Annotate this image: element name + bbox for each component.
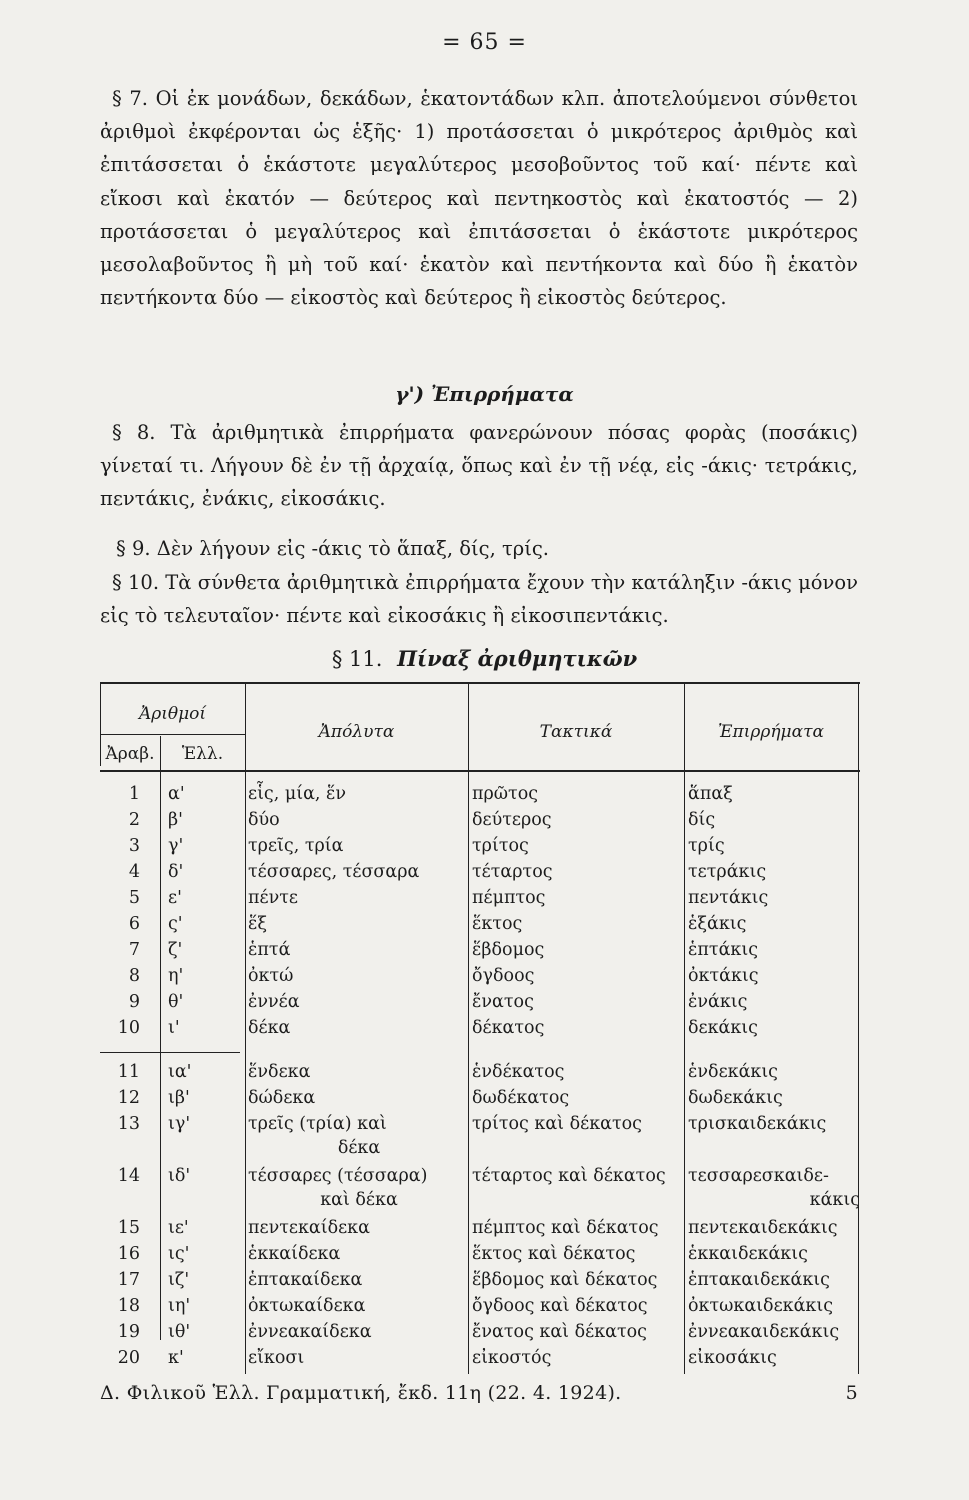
cell-taktika: ἕβδομος [472, 940, 545, 960]
cell-taktika: πέμπτος [472, 888, 546, 908]
cell-taktika: πέμπτος καὶ δέκατος [472, 1218, 659, 1238]
table-title [0, 646, 969, 671]
cell-taktika: τρίτος καὶ δέκατος [472, 1114, 642, 1134]
cell-apolyta: ἐννέα [248, 992, 300, 1012]
header-bottom-rule [100, 770, 860, 772]
cell-epirrimata: ὀκτάκις [688, 966, 759, 986]
cell-greek-numeral: ιε' [168, 1218, 189, 1238]
table-right-rule [858, 684, 859, 1374]
cell-arabic: 7 [128, 940, 140, 960]
cell-arabic: 19 [117, 1322, 140, 1342]
group-divider-rule [100, 1052, 240, 1053]
cell-greek-numeral: η' [168, 966, 184, 986]
cell-greek-numeral: ιζ' [168, 1270, 190, 1290]
cell-apolyta-continued: δέκα [337, 1138, 381, 1158]
cell-apolyta: δύο [248, 810, 280, 830]
paragraph-7: § 7. Οἱ ἐκ μονάδων, δεκάδων, ἑκατοντάδων κλπ. ἀποτελούμενοι σύνθετοι ἀριθμοὶ ἐκφέρονται ὡς ἑξῆς· 1) προτάσσεται ὁ μικρότερος ἀριθμὸς καὶ ἐπιτάσσεται ὁ ἑκάστοτε μεγαλύτερος μεσοβοῦντος τοῦ καί· πέντε καὶ εἴκοσι καὶ ἑκατόν — δεύτερος καὶ πεντηκοστὸς καὶ ἑκατοστός — 2) προτάσσεται ὁ μεγαλύτερος καὶ ἐπιτάσσεται ὁ ἑκάστοτε μικρότερος μεσολαβοῦντος ἢ μὴ τοῦ καί· ἑκατὸν καὶ πεντήκοντα καὶ δύο ἢ ἑκατὸν πεντήκοντα δύο — εἰκοστὸς καὶ δεύτερος ἢ εἰκοστὸς δεύτερος. [100, 87, 858, 310]
cell-greek-numeral: γ' [168, 836, 184, 856]
table-title-text: Πίναξ ἀριθμητικῶν [397, 646, 638, 671]
table-top-rule [100, 682, 860, 684]
col-divider-greek [245, 684, 246, 1374]
cell-epirrimata: ἑπτάκις [688, 940, 758, 960]
cell-greek-numeral: α' [168, 784, 185, 804]
cell-apolyta: τέσσαρες (τέσσαρα) [248, 1166, 428, 1186]
cell-greek-numeral: ις' [168, 1244, 190, 1264]
cell-apolyta: ἐννεακαίδεκα [248, 1322, 372, 1342]
cell-epirrimata: δίς [688, 810, 716, 830]
cell-apolyta: δώδεκα [248, 1088, 316, 1108]
cell-arabic: 8 [128, 966, 140, 986]
numbers-subheader-rule [100, 734, 245, 735]
cell-epirrimata: τετράκις [688, 862, 767, 882]
cell-taktika: εἰκοστός [472, 1348, 552, 1368]
col-divider-arab [160, 736, 161, 1340]
cell-epirrimata: ἑνδεκάκις [688, 1062, 778, 1082]
paragraph-9: § 9. Δὲν λήγουν εἰς -άκις τὸ ἅπαξ, δίς, τρίς. [116, 537, 550, 560]
cell-apolyta: τέσσαρες, τέσσαρα [248, 862, 420, 882]
cell-taktika: ἔνατος καὶ δέκατος [472, 1322, 647, 1342]
cell-greek-numeral: β' [168, 810, 183, 830]
cell-taktika: τέταρτος [472, 862, 553, 882]
cell-greek-numeral: ιη' [168, 1296, 191, 1316]
header-apolyta: Ἀπόλυτα [318, 722, 395, 742]
cell-greek-numeral: θ' [168, 992, 184, 1012]
cell-epirrimata: πεντεκαιδεκάκις [688, 1218, 838, 1238]
footer-signature-mark: 5 [845, 1382, 858, 1404]
cell-arabic: 9 [128, 992, 140, 1012]
cell-arabic: 6 [128, 914, 140, 934]
table-title-number: § 11. [331, 647, 383, 671]
cell-arabic: 14 [117, 1166, 140, 1186]
cell-epirrimata: εἰκοσάκις [688, 1348, 777, 1368]
col-divider-apolyta [468, 684, 469, 1374]
cell-taktika: ἔνατος [472, 992, 534, 1012]
cell-greek-numeral: κ' [168, 1348, 184, 1368]
cell-arabic: 2 [128, 810, 140, 830]
cell-epirrimata: δωδεκάκις [688, 1088, 783, 1108]
header-ell: Ἑλλ. [181, 744, 224, 764]
cell-epirrimata: τεσσαρεσκαιδε- [688, 1166, 829, 1186]
page-footer [100, 1382, 858, 1404]
cell-arabic: 12 [117, 1088, 140, 1108]
cell-epirrimata: ἑπτακαιδεκάκις [688, 1270, 830, 1290]
cell-taktika: δέκατος [472, 1018, 545, 1038]
cell-epirrimata: ἑκκαιδεκάκις [688, 1244, 808, 1264]
cell-arabic: 15 [117, 1218, 140, 1238]
cell-apolyta: ἕξ [248, 914, 268, 934]
cell-taktika: ἕκτος καὶ δέκατος [472, 1244, 636, 1264]
cell-arabic: 18 [117, 1296, 140, 1316]
cell-epirrimata: ἐννεακαιδεκάκις [688, 1322, 840, 1342]
cell-apolyta-continued: καὶ δέκα [320, 1190, 398, 1210]
cell-epirrimata-continued: κάκις [809, 1190, 860, 1210]
cell-arabic: 11 [117, 1062, 140, 1082]
footer-citation: Δ. Φιλικοῦ Ἑλλ. Γραμματική, ἔκδ. 11η (22. 4. 1924). [100, 1382, 622, 1404]
cell-taktika: δωδέκατος [472, 1088, 570, 1108]
paragraph-10: § 10. Τὰ σύνθετα ἀριθμητικὰ ἐπιρρήματα ἔχουν τὴν κατάληξιν -άκις μόνον εἰς τὸ τελευταῖον· πέντε καὶ εἰκοσάκις ἢ εἰκοσιπεντάκις. [100, 571, 858, 628]
cell-apolyta: ὀκτωκαίδεκα [248, 1296, 366, 1316]
cell-taktika: πρῶτος [472, 784, 539, 804]
cell-greek-numeral: δ' [168, 862, 184, 882]
cell-greek-numeral: ιβ' [168, 1088, 190, 1108]
header-arithmoi: Ἀριθμοί [138, 704, 207, 724]
cell-taktika: τέταρτος καὶ δέκατος [472, 1166, 666, 1186]
col-divider-taktika [684, 684, 685, 1374]
cell-apolyta: ἑκκαίδεκα [248, 1244, 341, 1264]
header-taktika: Τακτικά [539, 722, 613, 742]
cell-taktika: ὄγδοος καὶ δέκατος [472, 1296, 648, 1316]
header-epirrimata: Ἐπιρρήματα [718, 722, 824, 742]
cell-taktika: δεύτερος [472, 810, 552, 830]
cell-greek-numeral: ιδ' [168, 1166, 191, 1186]
cell-taktika: τρίτος [472, 836, 529, 856]
cell-apolyta: εἴκοσι [248, 1348, 305, 1368]
cell-apolyta: δέκα [248, 1018, 291, 1038]
cell-apolyta: εἷς, μία, ἕν [248, 784, 347, 804]
cell-apolyta: τρεῖς, τρία [248, 836, 344, 856]
cell-epirrimata: ἐνάκις [688, 992, 748, 1012]
cell-apolyta: ἑπτά [248, 940, 291, 960]
cell-arabic: 17 [117, 1270, 140, 1290]
cell-taktika: ὄγδοος [472, 966, 535, 986]
page-number: = 65 = [442, 30, 527, 55]
cell-apolyta: τρεῖς (τρία) καὶ [248, 1114, 387, 1134]
cell-arabic: 4 [128, 862, 140, 882]
cell-epirrimata: ἑξάκις [688, 914, 747, 934]
cell-taktika: ἑνδέκατος [472, 1062, 565, 1082]
cell-epirrimata: δεκάκις [688, 1018, 758, 1038]
cell-arabic: 13 [117, 1114, 140, 1134]
cell-greek-numeral: ιγ' [168, 1114, 191, 1134]
cell-arabic: 16 [117, 1244, 140, 1264]
cell-greek-numeral: ιθ' [168, 1322, 191, 1342]
cell-greek-numeral: ε' [168, 888, 182, 908]
cell-epirrimata: πεντάκις [688, 888, 769, 908]
numerals-table [100, 680, 860, 1380]
cell-greek-numeral: ια' [168, 1062, 192, 1082]
cell-epirrimata: τρισκαιδεκάκις [688, 1114, 827, 1134]
cell-taktika: ἕβδομος καὶ δέκατος [472, 1270, 658, 1290]
header-arab: Ἀραβ. [105, 744, 155, 764]
cell-epirrimata: τρίς [688, 836, 725, 856]
cell-apolyta: πεντεκαίδεκα [248, 1218, 370, 1238]
cell-arabic: 20 [117, 1348, 140, 1368]
cell-arabic: 3 [128, 836, 140, 856]
cell-apolyta: ἕνδεκα [248, 1062, 311, 1082]
cell-taktika: ἕκτος [472, 914, 523, 934]
cell-greek-numeral: ς' [168, 914, 183, 934]
cell-arabic: 10 [117, 1018, 140, 1038]
cell-apolyta: πέντε [248, 888, 298, 908]
cell-apolyta: ἑπτακαίδεκα [248, 1270, 363, 1290]
paragraph-8: § 8. Τὰ ἀριθμητικὰ ἐπιρρήματα φανερώνουν πόσας φορὰς (ποσάκις) γίνεταί τι. Λήγουν δὲ ἐν τῇ ἀρχαίᾳ, ὅπως καὶ ἐν τῇ νέᾳ, εἰς -άκις· τετράκις, πεντάκις, ἐνάκις, εἰκοσάκις. [100, 421, 858, 511]
cell-epirrimata: ὀκτωκαιδεκάκις [688, 1296, 833, 1316]
cell-epirrimata: ἅπαξ [688, 784, 733, 804]
cell-apolyta: ὀκτώ [248, 966, 294, 986]
section-heading-adverbs: γ') Ἐπιρρήματα [395, 382, 574, 406]
cell-arabic: 1 [128, 784, 140, 804]
cell-arabic: 5 [128, 888, 140, 908]
cell-greek-numeral: ζ' [168, 940, 183, 960]
cell-greek-numeral: ι' [168, 1018, 180, 1038]
